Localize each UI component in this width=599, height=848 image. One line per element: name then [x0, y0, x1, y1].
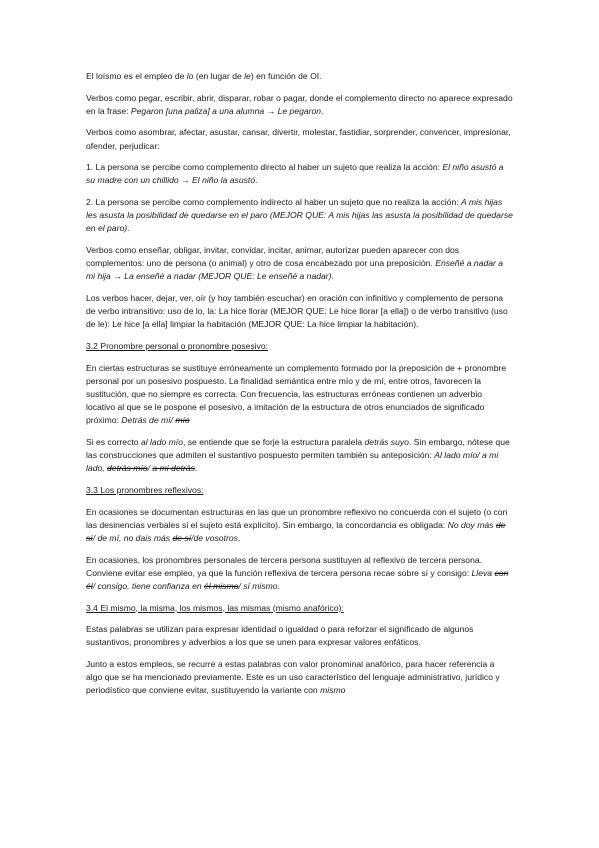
text-run: .: [127, 223, 130, 234]
text-run: Verbos como asombrar, afectar, asustar, cansar, divertir, molestar, fastidiar, sorprender, convencer, impresionar, ofender, perjudicar:: [86, 127, 511, 151]
italic-text: Detrás de mí/: [121, 415, 176, 426]
italic-text: /de vosotros: [191, 532, 238, 543]
paragraph: [86, 244, 513, 284]
italic-text: Enseñé a nadar a mi hija → La enseñé a nadar (MEJOR QUE: Le enseñé a nadar): [86, 258, 504, 282]
struck-text: a mi detrás: [152, 463, 195, 474]
text-run: Junto a estos empleos, se recurre a estas palabras con valor pronominal anafórico, para hacer referencia a algo que se ha mencionado previamente. Este es un uso característico del lenguaje administrativo, jurídico y periodístico que conviene evitar, sustituyendo la variante con: [86, 658, 500, 696]
text-run: 3.4 El mismo, la misma, los mismos, las mismas (mismo anafórico):: [86, 602, 344, 613]
text-run: .: [331, 271, 334, 282]
text-run: Los verbos hacer, dejar, ver, oír (y hoy también escuchar) en oración con infinitivo y complemento de persona de verbo intransitivo: uso de lo, la: La hice llorar (MEJOR QUE: Le hice llorar [a ella]) o de verbo transitivo (uso de le): Le hice [a ella] limpiar la habitación (MEJOR QUE: La hice limpiar la habitación).: [86, 292, 508, 330]
text-run: En ciertas estructuras se sustituye erróneamente un complemento formado por la preposición de + pronombre personal por un posesivo pospuesto. La finalidad semántica entre mío y de mí, entre otros, favorecen la sustitución, que no siempre es correcta. Con frecuencia, las estructuras erróneas contienen un adverbio locativo al que se le pospone el posesivo, a imitación de la estructura de otros enunciados de significado próximo:: [86, 362, 507, 426]
struck-text: de sí: [86, 519, 506, 543]
text-run: 3.3 Los pronombres reflexivos:: [86, 484, 204, 495]
italic-text: mismo: [320, 685, 346, 696]
text-run: . Sin embargo, nótese que las construcciones que admiten el sustantivo pospuesto permiten también su anteposición:: [86, 436, 510, 461]
section-heading: [86, 340, 513, 353]
paragraph: [86, 623, 513, 649]
paragraph: [86, 658, 513, 698]
paragraph: [86, 126, 513, 152]
text-run: Si es correcto: [86, 436, 141, 447]
italic-text: El niño asustó a su madre con un chillido → El niño la asustó: [86, 162, 504, 186]
paragraph: [86, 70, 513, 83]
paragraph: [86, 554, 513, 594]
struck-text: mío: [175, 415, 190, 426]
paragraph: [86, 362, 513, 428]
paragraph: [86, 292, 513, 332]
text-run: ) en función de OI.: [250, 71, 322, 81]
text-run: .: [237, 532, 241, 543]
italic-text: lo: [186, 71, 194, 81]
text-run: .: [255, 175, 258, 186]
paragraph: [86, 436, 513, 476]
text-run: , se entiende que se forje la estructura paralela: [182, 436, 365, 447]
text-run: Verbos como pegar, escribir, abrir, disparar, robar o pagar, donde el complemento directo no aparece expresado en la frase:: [86, 92, 513, 116]
paragraph: [86, 196, 513, 236]
text-run: .: [277, 580, 280, 591]
text-run: 2. La persona se percibe como complemento indirecto al haber un sujeto que no realiza la acción:: [86, 196, 462, 207]
section-heading: [86, 484, 513, 497]
italic-text: Pegaron [una paliza] a una alumna → Le pegaron: [130, 105, 322, 116]
italic-text: No doy más: [447, 519, 496, 530]
text-run: Estas palabras se utilizan para expresar identidad o igualdad o para reforzar el significado de algunos sustantivos, pronombres y adverbios a los que se unen para expresar valores enfáticos.: [86, 624, 474, 648]
text-run: .: [321, 105, 324, 116]
italic-text: A mis hijas les asusta la posibilidad de quedarse en el paro (MEJOR QUE: A mis hijas las asusta la posibilidad de quedarse en el paro): [86, 196, 513, 234]
struck-text: detrás mío: [107, 463, 148, 474]
struck-text: él mismo: [204, 580, 239, 591]
section-heading: [86, 602, 513, 615]
struck-text: con él: [86, 567, 509, 591]
text-run: .: [194, 463, 198, 474]
paragraph: [86, 161, 513, 187]
italic-text: / de mí, no dais más: [92, 532, 173, 543]
italic-text: al lado mío: [140, 436, 183, 447]
struck-text: de sí: [172, 532, 192, 543]
italic-text: le: [244, 71, 251, 81]
italic-text: / consigo, tiene confianza en: [92, 580, 205, 591]
text-run: 1. La persona se percibe como complemento directo al haber un sujeto que realiza la acción:: [86, 162, 443, 173]
text-run: Verbos como enseñar, obligar, invitar, convidar, incitar, animar, autorizar pueden aparecer con dos complementos: uno de persona (o animal) y otro de cosa encabezado por una preposición.: [86, 244, 460, 269]
italic-text: / sí mismo: [238, 580, 278, 591]
paragraph: [86, 92, 513, 118]
italic-text: /: [147, 463, 153, 474]
text-run: 3.2 Pronombre personal o pronombre posesivo:: [86, 340, 269, 351]
italic-text: Al lado mío/ a mi lado,: [86, 450, 499, 474]
text-run: El loísmo es el empleo de: [86, 71, 187, 81]
text-run: (en lugar de: [193, 71, 245, 81]
text-run: En ocasiones, los pronombres personales de tercera persona sustituyen al reflexivo de tercera persona. Conviene evitar ese empleo, ya que la función reflexiva de tercera persona recae sobre sí y consigo:: [86, 554, 483, 578]
italic-text: detrás suyo: [364, 436, 409, 447]
text-run: En ocasiones se documentan estructuras en las que un pronombre reflexivo no concuerda con el sujeto (o con las desinencias verbales si el sujeto está explícito). Sin embargo, la concordancia es obligada:: [86, 506, 508, 530]
paragraph: [86, 506, 513, 546]
italic-text: Lleva: [471, 567, 495, 578]
